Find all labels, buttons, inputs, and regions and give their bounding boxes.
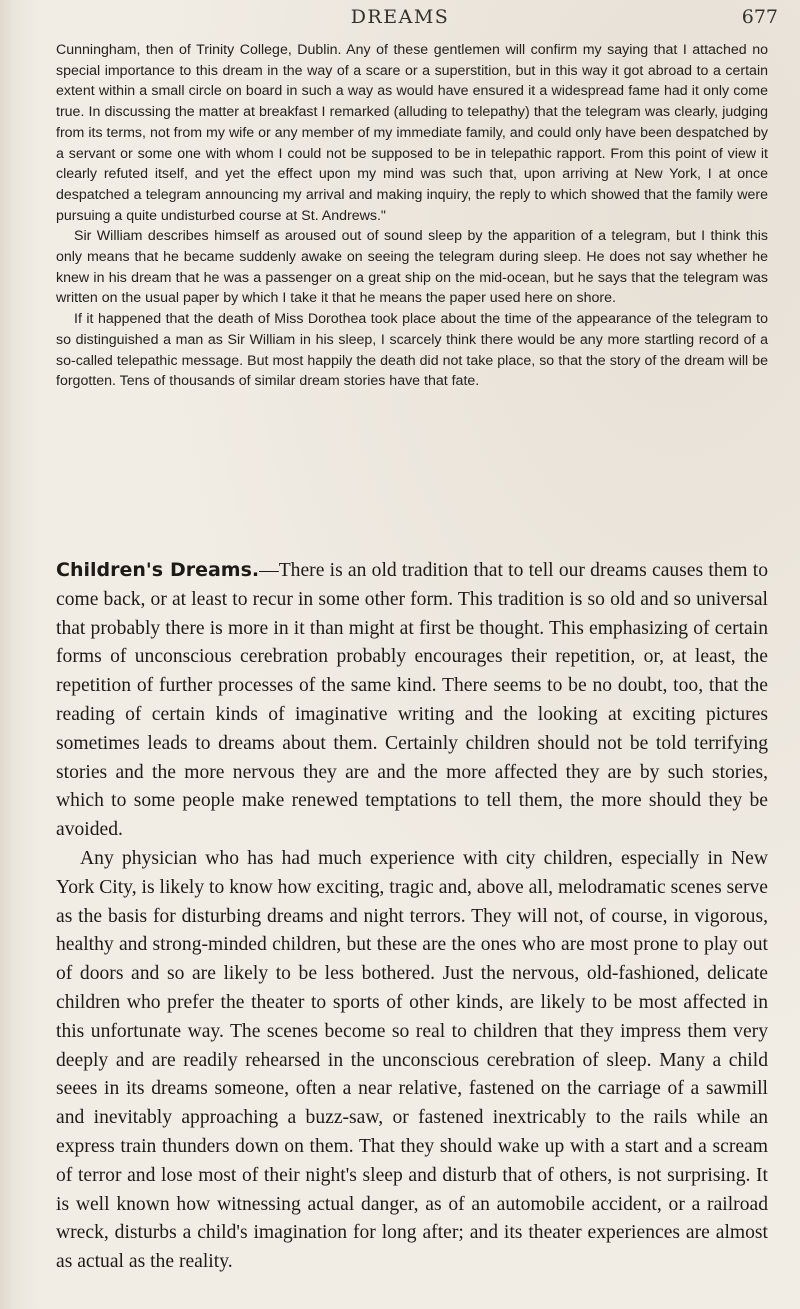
section-body bbox=[56, 556, 768, 1277]
body-paragraph: Any physician who has had much experience with city children, especially in New York City, is likely to know how exciting, tragic and, above all, melodramatic scenes serve as the basis for disturbing dreams and night terrors. They will not, of course, in vigorous, healthy and strong-minded children, but these are the ones who are most prone to play out of doors and so are likely to be less bothered. Just the nervous, old-fashioned, delicate children who prefer the theater to sports of other kinds, are likely to be most affected in this unfortunate way. The scenes become so real to children that they impress them very deeply and are readily rehearsed in the unconscious cerebration of sleep. Many a child seees in its dreams someone, often a near relative, fastened on the carriage of a sawmill and inevitably approaching a buzz-saw, or fastened inextricably to the rails while an express train thunders down on them. That they should wake up with a start and a scream of terror and lose most of their night's sleep and disturb that of others, is not surprising. It is well known how witnessing actual danger, as of an automobile accident, or a railroad wreck, disturbs a child's imagination for long after; and its theater experiences are almost as actual as the reality. bbox=[56, 847, 768, 1273]
body-paragraph bbox=[56, 556, 768, 845]
page-number: 677 bbox=[741, 6, 778, 28]
extract-paragraph: Sir William describes himself as aroused out of sound sleep by the apparition of a telegram, but I think this only means that he became suddenly awake on seeing the telegram during sleep. He does not say whether he knew in his dream that he was a passenger on a great ship on the mid-ocean, but he says that the telegram was written on the usual paper by which I take it that he means the paper used here on shore. bbox=[56, 228, 768, 307]
running-head: DREAMS bbox=[350, 6, 450, 28]
page-header bbox=[0, 4, 800, 32]
extract-block bbox=[56, 40, 768, 392]
extract-paragraph: Cunningham, then of Trinity College, Dublin. Any of these gentlemen will confirm my saying that I attached no special importance to this dream in the way of a scare or a superstition, but in this way it got abroad to a certain extent within a small circle on board in such a way as would have ensured it a widespread fame had it only come true. In discussing the matter at breakfast I remarked (alluding to telepathy) that the telegram was clearly, judging from its terms, not from my wife or any member of my immediate family, and could only have been despatched by a servant or some one with whom I could not be supposed to be in telepathic rapport. From this point of view it clearly refuted itself, and yet the effect upon my mind was such that, upon arriving at New York, I at once despatched a telegram announcing my arrival and making inquiry, the reply to which showed that the family were pursuing a quite undisturbed course at St. Andrews." bbox=[56, 42, 768, 224]
body-paragraph-text: —There is an old tradition that to tell our dreams causes them to come back, or at least to recur in some other form. This tradition is so old and so universal that probably there is more in it than might at first be thought. This emphasizing of certain forms of unconscious cerebration probably encourages their repetition, or, at least, the repetition of further processes of the same kind. There seems to be no doubt, too, that the reading of certain kinds of imaginative writing and the looking at exciting pictures sometimes leads to dreams about them. Certainly children should not be told terrifying stories and the more nervous they are and the more affected they are by such stories, which to some people make renewed temptations to tell them, the more should they be avoided. bbox=[56, 560, 768, 841]
extract-paragraph: If it happened that the death of Miss Dorothea took place about the time of the appearance of the telegram to so distinguished a man as Sir William in his sleep, I scarcely think there would be any more startling record of a so-called telepathic message. But most happily the death did not take place, so that the story of the dream will be forgotten. Tens of thousands of similar dream stories have that fate. bbox=[56, 311, 768, 390]
section-heading: Children's Dreams. bbox=[56, 559, 260, 581]
